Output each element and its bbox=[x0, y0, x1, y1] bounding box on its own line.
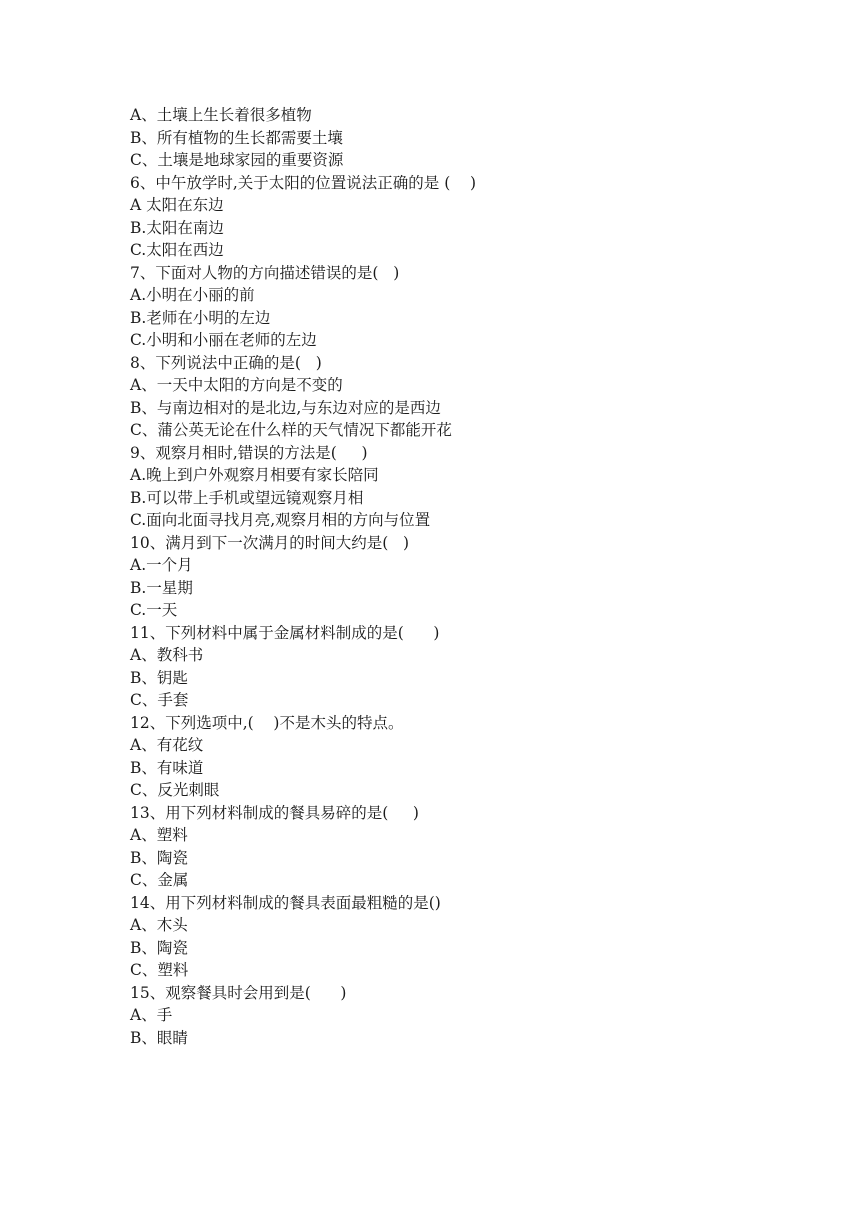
question-11: 11、下列材料中属于金属材料制成的是( ) bbox=[130, 623, 440, 642]
question-8: 8、下列说法中正确的是( ) bbox=[130, 353, 322, 372]
option-line: C、金属 bbox=[130, 871, 189, 889]
question-15: 15、观察餐具时会用到是( ) bbox=[130, 983, 347, 1002]
option-line: B.老师在小明的左边 bbox=[130, 308, 271, 327]
option-line: A 太阳在东边 bbox=[130, 196, 224, 214]
option-line: B、陶瓷 bbox=[130, 938, 188, 957]
option-line: B、眼睛 bbox=[130, 1028, 188, 1047]
option-line: B、与南边相对的是北边,与东边对应的是西边 bbox=[130, 398, 441, 417]
option-line: A、塑料 bbox=[130, 826, 188, 844]
option-line: A、一天中太阳的方向是不变的 bbox=[130, 376, 343, 394]
option-line: B.可以带上手机或望远镜观察月相 bbox=[130, 488, 364, 507]
option-line: C.面向北面寻找月亮,观察月相的方向与位置 bbox=[130, 511, 431, 529]
question-14: 14、用下列材料制成的餐具表面最粗糙的是() bbox=[130, 893, 441, 912]
option-line: B、有味道 bbox=[130, 758, 204, 777]
option-line: B.一星期 bbox=[130, 578, 193, 597]
option-line: C、反光刺眼 bbox=[130, 781, 220, 799]
option-line: A.小明在小丽的前 bbox=[130, 286, 255, 304]
question-12: 12、下列选项中,( )不是木头的特点。 bbox=[130, 713, 404, 732]
option-line: A、有花纹 bbox=[130, 736, 204, 754]
option-line: A、木头 bbox=[130, 916, 188, 934]
option-line: C.一天 bbox=[130, 601, 178, 619]
option-line: A.一个月 bbox=[130, 556, 193, 574]
question-7: 7、下面对人物的方向描述错误的是( ) bbox=[130, 263, 400, 282]
option-line: C、塑料 bbox=[130, 961, 189, 979]
option-line: A、教科书 bbox=[130, 646, 204, 664]
question-9: 9、观察月相时,错误的方法是( ) bbox=[130, 443, 368, 462]
question-6: 6、中午放学时,关于太阳的位置说法正确的是 ( ) bbox=[130, 173, 477, 192]
option-line: C.小明和小丽在老师的左边 bbox=[130, 331, 317, 349]
question-13: 13、用下列材料制成的餐具易碎的是( ) bbox=[130, 803, 419, 822]
option-line: A.晚上到户外观察月相要有家长陪同 bbox=[130, 466, 379, 484]
option-line: A、手 bbox=[130, 1006, 173, 1024]
option-line: C、手套 bbox=[130, 691, 189, 709]
document-body bbox=[130, 104, 770, 1049]
option-line: B、陶瓷 bbox=[130, 848, 188, 867]
option-line: C、蒲公英无论在什么样的天气情况下都能开花 bbox=[130, 421, 452, 439]
option-line: C、土壤是地球家园的重要资源 bbox=[130, 151, 344, 169]
option-line: B、钥匙 bbox=[130, 668, 188, 687]
option-line: C.太阳在西边 bbox=[130, 241, 224, 259]
option-line: B.太阳在南边 bbox=[130, 218, 224, 237]
option-line: B、所有植物的生长都需要土壤 bbox=[130, 128, 343, 147]
option-line: A、土壤上生长着很多植物 bbox=[130, 106, 312, 124]
question-10: 10、满月到下一次满月的时间大约是( ) bbox=[130, 533, 410, 552]
